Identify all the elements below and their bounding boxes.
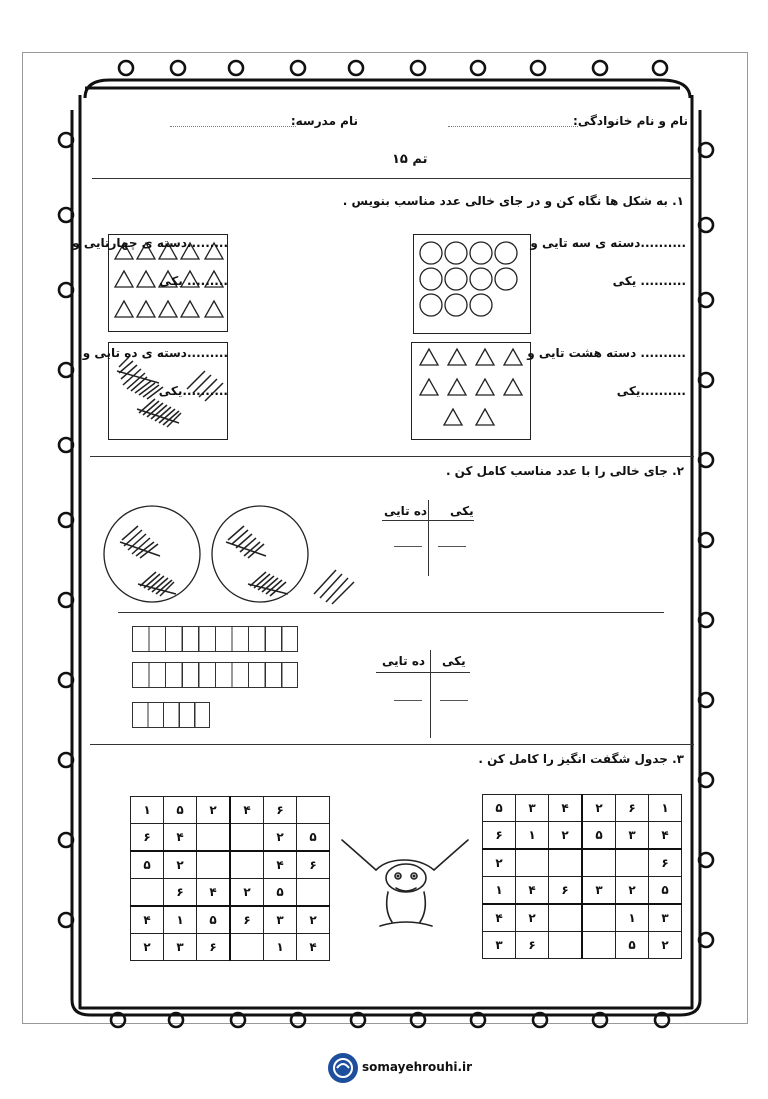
- grid-empty-cell[interactable]: [197, 851, 231, 879]
- grid-cell: ۴: [230, 797, 264, 824]
- name-label: نام و نام خانوادگی:: [573, 114, 688, 128]
- grid-cell: ۶: [616, 795, 649, 822]
- grid-cell: ۵: [649, 877, 682, 905]
- q2a-col-tens: ده تایی: [384, 504, 428, 518]
- grid-row: [483, 932, 682, 959]
- grid-row: [131, 934, 330, 961]
- page-title: تم ۱۵: [392, 152, 428, 167]
- q3-instruction: ۳. جدول شگفت انگیز را کامل کن .: [478, 752, 684, 766]
- school-label: نام مدرسه:: [290, 114, 358, 128]
- q1-item1-line2: .......... یکی: [612, 274, 686, 288]
- grid-cell: ۳: [582, 877, 616, 905]
- grid-cell: ۴: [297, 934, 330, 961]
- grid-empty-cell[interactable]: [582, 904, 616, 932]
- grid-cell: ۲: [649, 932, 682, 959]
- right-sudoku-grid: [482, 794, 682, 959]
- grid-row: [131, 797, 330, 824]
- grid-cell: ۳: [516, 795, 549, 822]
- q2b-tens-blank[interactable]: [394, 700, 422, 701]
- grid-cell: ۲: [197, 797, 231, 824]
- ten-block-2: [132, 662, 298, 688]
- grid-cell: ۵: [297, 824, 330, 852]
- grid-empty-cell[interactable]: [197, 824, 231, 852]
- grid-cell: ۲: [549, 822, 583, 850]
- school-blank[interactable]: [170, 126, 296, 127]
- grid-cell: ۱: [649, 795, 682, 822]
- grid-row: [483, 822, 682, 850]
- grid-row: [483, 795, 682, 822]
- grid-empty-cell[interactable]: [230, 824, 264, 852]
- grid-cell: ۱: [164, 906, 197, 934]
- section-divider-1: [90, 456, 694, 457]
- grid-cell: ۶: [230, 906, 264, 934]
- grid-empty-cell[interactable]: [582, 849, 616, 877]
- grid-row: [483, 904, 682, 932]
- grid-cell: ۴: [264, 851, 297, 879]
- tally-circles-figure: [100, 498, 370, 618]
- unit-blocks-5: [132, 702, 210, 728]
- grid-cell: ۵: [164, 797, 197, 824]
- q2b-table-hline: [376, 672, 470, 673]
- grid-cell: ۴: [164, 824, 197, 852]
- grid-cell: ۶: [649, 849, 682, 877]
- grid-cell: ۵: [616, 932, 649, 959]
- grid-cell: ۶: [297, 851, 330, 879]
- grid-empty-cell[interactable]: [549, 849, 583, 877]
- grid-cell: ۲: [297, 906, 330, 934]
- grid-cell: ۳: [483, 932, 516, 959]
- q1-item2-line2: ......... یکی: [159, 274, 228, 288]
- grid-empty-cell[interactable]: [230, 851, 264, 879]
- grid-cell: ۱: [616, 904, 649, 932]
- q2b-table-vline: [430, 650, 431, 738]
- grid-empty-cell[interactable]: [616, 849, 649, 877]
- grid-cell: ۶: [131, 824, 164, 852]
- grid-row: [131, 906, 330, 934]
- grid-empty-cell[interactable]: [131, 879, 164, 907]
- q1-item3-line1: .......... دسته هشت تایی و: [527, 346, 686, 360]
- name-blank[interactable]: [448, 126, 578, 127]
- left-sudoku-grid: [130, 796, 330, 961]
- grid-empty-cell[interactable]: [297, 797, 330, 824]
- q2-instruction: ۲. جای خالی را با عدد مناسب کامل کن .: [445, 464, 684, 478]
- q2a-ones-blank[interactable]: [438, 546, 466, 547]
- circles-box: [413, 234, 531, 334]
- grid-cell: ۲: [516, 904, 549, 932]
- grid-empty-cell[interactable]: [230, 934, 264, 961]
- circles-figure: [414, 235, 530, 333]
- grid-empty-cell[interactable]: [549, 904, 583, 932]
- section-divider-2: [90, 744, 694, 745]
- grid-row: [131, 851, 330, 879]
- website-link[interactable]: somayehrouhi.ir: [362, 1060, 473, 1074]
- grid-cell: ۳: [616, 822, 649, 850]
- grid-cell: ۲: [582, 795, 616, 822]
- grid-cell: ۶: [197, 934, 231, 961]
- grid-cell: ۴: [649, 822, 682, 850]
- grid-cell: ۲: [483, 849, 516, 877]
- grid-cell: ۴: [197, 879, 231, 907]
- q1-item2-line1: .........دسته ی چهارتایی و: [72, 236, 228, 250]
- grid-cell: ۲: [264, 824, 297, 852]
- ten-block-1: [132, 626, 298, 652]
- q2-inner-divider: [118, 612, 664, 613]
- grid-empty-cell[interactable]: [582, 932, 616, 959]
- q1-item4-line2: ..........یکی: [158, 384, 228, 398]
- grid-cell: ۵: [197, 906, 231, 934]
- q2a-table-vline: [428, 500, 429, 576]
- grid-cell: ۴: [131, 906, 164, 934]
- q2b-col-ones: یکی: [442, 654, 466, 668]
- grid-cell: ۴: [516, 877, 549, 905]
- q2a-tens-blank[interactable]: [394, 546, 422, 547]
- grid-row: [483, 877, 682, 905]
- grid-cell: ۶: [164, 879, 197, 907]
- grid-cell: ۶: [264, 797, 297, 824]
- q2a-col-ones: یکی: [450, 504, 474, 518]
- grid-empty-cell[interactable]: [297, 879, 330, 907]
- q2b-ones-blank[interactable]: [440, 700, 468, 701]
- triangles-figure-10: [412, 343, 530, 439]
- grid-cell: ۴: [549, 795, 583, 822]
- grid-cell: ۳: [649, 904, 682, 932]
- grid-cell: ۵: [131, 851, 164, 879]
- q2b-col-tens: ده تایی: [382, 654, 426, 668]
- grid-cell: ۱: [131, 797, 164, 824]
- grid-cell: ۲: [131, 934, 164, 961]
- grid-cell: ۵: [483, 795, 516, 822]
- grid-cell: ۴: [483, 904, 516, 932]
- grid-cell: ۳: [264, 906, 297, 934]
- grid-empty-cell[interactable]: [549, 932, 583, 959]
- grid-cell: ۱: [264, 934, 297, 961]
- q1-item3-line2: ..........یکی: [616, 384, 686, 398]
- grid-cell: ۲: [616, 877, 649, 905]
- grid-row: [483, 849, 682, 877]
- grid-empty-cell[interactable]: [516, 849, 549, 877]
- q1-item1-line1: ..........دسته ی سه تایی و: [530, 236, 686, 250]
- grid-cell: ۳: [164, 934, 197, 961]
- grid-cell: ۵: [264, 879, 297, 907]
- footer: [0, 1032, 768, 1099]
- grid-row: [131, 879, 330, 907]
- grid-cell: ۱: [516, 822, 549, 850]
- cartoon-character-image: [336, 830, 474, 934]
- header-divider: [92, 178, 692, 179]
- site-logo-icon: [327, 1052, 359, 1084]
- grid-cell: ۵: [582, 822, 616, 850]
- grid-cell: ۶: [483, 822, 516, 850]
- grid-row: [131, 824, 330, 852]
- triangles-box-bottom: [411, 342, 531, 440]
- q1-item4-line1: .........دسته ی ده تایی و: [82, 346, 228, 360]
- grid-cell: ۶: [516, 932, 549, 959]
- grid-cell: ۶: [549, 877, 583, 905]
- grid-cell: ۲: [164, 851, 197, 879]
- grid-cell: ۲: [230, 879, 264, 907]
- grid-cell: ۱: [483, 877, 516, 905]
- q1-instruction: ۱. به شکل ها نگاه کن و در جای خالی عدد مناسب بنویس .: [342, 194, 684, 208]
